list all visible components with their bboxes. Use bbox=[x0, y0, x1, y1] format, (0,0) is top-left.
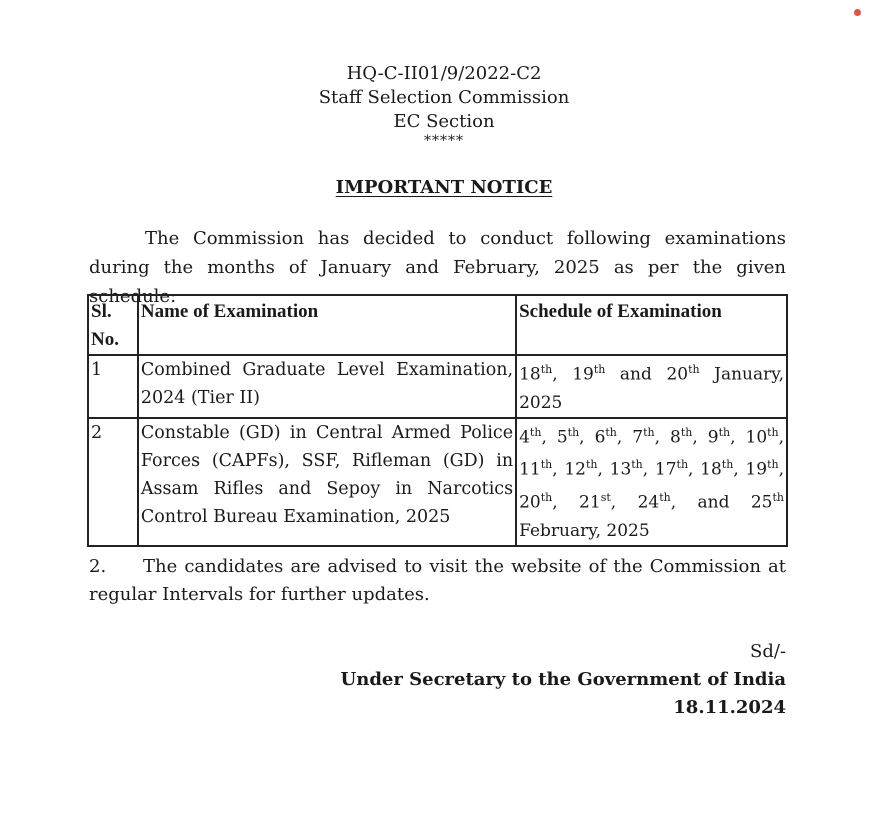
signature-block bbox=[341, 638, 786, 722]
header-sl-no: Sl. No. bbox=[88, 295, 138, 355]
row-exam-name: Combined Graduate Level Examination, 2024 (Tier II) bbox=[138, 355, 516, 418]
ordinal-suffix: th bbox=[718, 425, 731, 439]
section-name: EC Section bbox=[393, 111, 495, 132]
signature-date: 18.11.2024 bbox=[673, 697, 786, 718]
row-sl-no: 2 bbox=[88, 418, 138, 546]
ordinal-suffix: th bbox=[767, 458, 779, 472]
intro-paragraph: The Commission has decided to conduct following examinations during the months of January and February, 2025 as per the given schedule: bbox=[89, 228, 786, 307]
paragraph-number: 2. bbox=[89, 556, 107, 577]
ordinal-suffix: th bbox=[529, 425, 542, 439]
separator-stars: ***** bbox=[424, 133, 464, 149]
ordinal-suffix: th bbox=[567, 425, 580, 439]
schedule-table bbox=[87, 294, 788, 547]
row-schedule: 4th, 5th, 6th, 7th, 8th, 9th, 10th, 11th, 12th, 13th, 17th, 18th, 19th, 20th, 21st, 24th, and 25th February, 2025 bbox=[516, 418, 787, 546]
advisory-paragraph bbox=[89, 553, 786, 609]
document-header bbox=[0, 62, 888, 148]
signature-sd: Sd/- bbox=[750, 641, 786, 662]
ordinal-suffix: th bbox=[593, 363, 606, 376]
ordinal-suffix: th bbox=[540, 458, 553, 472]
advisory-text: The candidates are advised to visit the website of the Commission at regular Intervals for further updates. bbox=[89, 556, 786, 605]
header-exam-name: Name of Examination bbox=[138, 295, 516, 355]
organization-name: Staff Selection Commission bbox=[318, 87, 570, 108]
red-dot-indicator bbox=[854, 9, 861, 16]
ordinal-suffix: th bbox=[772, 490, 785, 504]
ordinal-suffix: th bbox=[586, 458, 598, 472]
ordinal-suffix: th bbox=[688, 363, 700, 376]
ordinal-suffix: th bbox=[721, 458, 734, 472]
ordinal-suffix: th bbox=[676, 458, 689, 472]
ordinal-suffix: th bbox=[605, 425, 617, 439]
header-schedule: Schedule of Examination bbox=[516, 295, 787, 355]
ordinal-suffix: th bbox=[540, 363, 553, 376]
ordinal-suffix: th bbox=[540, 490, 553, 504]
ordinal-suffix: th bbox=[659, 490, 671, 504]
ordinal-suffix: st bbox=[600, 490, 611, 504]
signatory-designation: Under Secretary to the Government of India bbox=[340, 669, 786, 690]
row-exam-name: Constable (GD) in Central Armed Police Forces (CAPFs), SSF, Rifleman (GD) in Assam Rifles and Sepoy in Narcotics Control Bureau Examination, 2025 bbox=[138, 418, 516, 546]
ordinal-suffix: th bbox=[631, 458, 643, 472]
table-row bbox=[88, 355, 787, 418]
ordinal-suffix: th bbox=[680, 425, 693, 439]
notice-title: IMPORTANT NOTICE bbox=[335, 177, 553, 198]
table-row bbox=[88, 418, 787, 546]
table-header-row bbox=[88, 295, 787, 355]
row-sl-no: 1 bbox=[88, 355, 138, 418]
row-schedule: 18th, 19th and 20th January, 2025 bbox=[516, 355, 787, 418]
reference-number: HQ-C-II01/9/2022-C2 bbox=[346, 63, 542, 84]
ordinal-suffix: th bbox=[643, 425, 655, 439]
ordinal-suffix: th bbox=[767, 425, 779, 439]
